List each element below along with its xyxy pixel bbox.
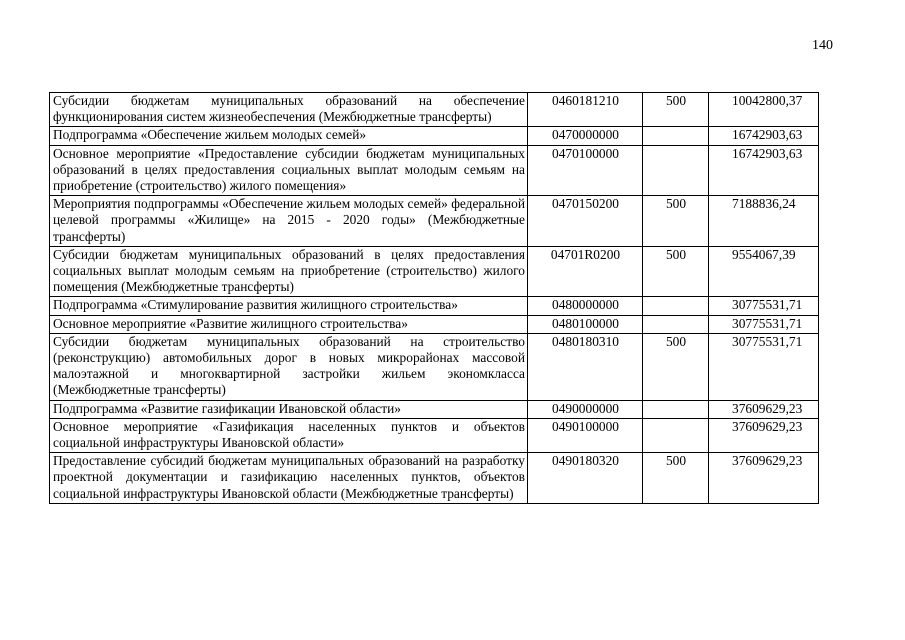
table-row [50, 418, 819, 452]
sum-value: 7188836,24 [732, 196, 796, 212]
target-code-cell: 0480000000 [528, 297, 643, 315]
budget-table-body [50, 93, 819, 504]
target-code-cell: 0490100000 [528, 418, 643, 452]
table-row [50, 246, 819, 297]
table-row [50, 400, 819, 418]
target-code-cell: 0470000000 [528, 127, 643, 145]
table-row [50, 196, 819, 247]
table-row [50, 297, 819, 315]
sum-cell [709, 145, 819, 196]
table-row [50, 93, 819, 127]
expense-type-cell: 500 [643, 246, 709, 297]
expense-name-cell: Предоставление субсидий бюджетам муниципальных образований на разработку проектной документации и газификацию населенных пунктов, объектов социальной инфраструктуры Ивановской области (Межбюджетные трансферты) [50, 453, 528, 504]
table-row [50, 315, 819, 333]
sum-value: 16742903,63 [732, 145, 803, 161]
expense-name-cell: Субсидии бюджетам муниципальных образований в целях предоставления социальных выплат молодым семьям на приобретение (строительство) жилого помещения (Межбюджетные трансферты) [50, 246, 528, 297]
sum-cell [709, 196, 819, 247]
table-row [50, 145, 819, 196]
expense-name-cell: Подпрограмма «Обеспечение жильем молодых семей» [50, 127, 528, 145]
expense-name-cell: Субсидии бюджетам муниципальных образований на строительство (реконструкцию) автомобильных дорог в новых микрорайонах массовой малоэтажной и многоквартирной застройки жильем экономкласса (Межбюджетные трансферты) [50, 333, 528, 400]
table-row [50, 127, 819, 145]
target-code-cell: 0490000000 [528, 400, 643, 418]
page-number: 140 [812, 38, 833, 53]
expense-type-cell [643, 127, 709, 145]
sum-value: 37609629,23 [732, 418, 803, 434]
expense-type-cell: 500 [643, 196, 709, 247]
sum-value: 37609629,23 [732, 453, 803, 469]
budget-table [49, 92, 819, 504]
sum-value: 10042800,37 [732, 93, 803, 108]
sum-cell [709, 333, 819, 400]
expense-type-cell: 500 [643, 333, 709, 400]
expense-type-cell: 500 [643, 93, 709, 127]
sum-cell [709, 400, 819, 418]
expense-type-cell [643, 418, 709, 452]
expense-type-cell [643, 315, 709, 333]
sum-cell [709, 315, 819, 333]
expense-name-cell: Основное мероприятие «Развитие жилищного строительства» [50, 315, 528, 333]
expense-name-cell: Субсидии бюджетам муниципальных образований на обеспечение функционирования систем жизнеобеспечения (Межбюджетные трансферты) [50, 93, 528, 127]
sum-cell [709, 297, 819, 315]
expense-type-cell [643, 297, 709, 315]
sum-value: 16742903,63 [732, 127, 803, 143]
table-row [50, 453, 819, 504]
target-code-cell: 0470150200 [528, 196, 643, 247]
sum-value: 30775531,71 [732, 297, 803, 313]
expense-type-cell [643, 145, 709, 196]
target-code-cell: 0460181210 [528, 93, 643, 127]
sum-cell [709, 127, 819, 145]
expense-name-cell: Основное мероприятие «Газификация населенных пунктов и объектов социальной инфраструктуры Ивановской области» [50, 418, 528, 452]
target-code-cell: 0490180320 [528, 453, 643, 504]
sum-cell [709, 453, 819, 504]
target-code-cell: 0480180310 [528, 333, 643, 400]
expense-type-cell: 500 [643, 453, 709, 504]
target-code-cell: 0480100000 [528, 315, 643, 333]
sum-value: 9554067,39 [732, 246, 796, 262]
expense-name-cell: Мероприятия подпрограммы «Обеспечение жильем молодых семей» федеральной целевой программы «Жилище» на 2015 - 2020 годы» (Межбюджетные трансферты) [50, 196, 528, 247]
sum-cell [709, 246, 819, 297]
expense-type-cell [643, 400, 709, 418]
sum-cell [709, 418, 819, 452]
expense-name-cell: Подпрограмма «Развитие газификации Ивановской области» [50, 400, 528, 418]
sum-value: 30775531,71 [732, 333, 803, 349]
expense-name-cell: Основное мероприятие «Предоставление субсидии бюджетам муниципальных образований в целях предоставления социальных выплат молодым семьям на приобретение (строительство) жилого помещения» [50, 145, 528, 196]
expense-name-cell: Подпрограмма «Стимулирование развития жилищного строительства» [50, 297, 528, 315]
target-code-cell: 0470100000 [528, 145, 643, 196]
target-code-cell: 04701R0200 [528, 246, 643, 297]
sum-cell [709, 93, 819, 127]
table-row [50, 333, 819, 400]
sum-value: 30775531,71 [732, 315, 803, 331]
sum-value: 37609629,23 [732, 400, 803, 416]
